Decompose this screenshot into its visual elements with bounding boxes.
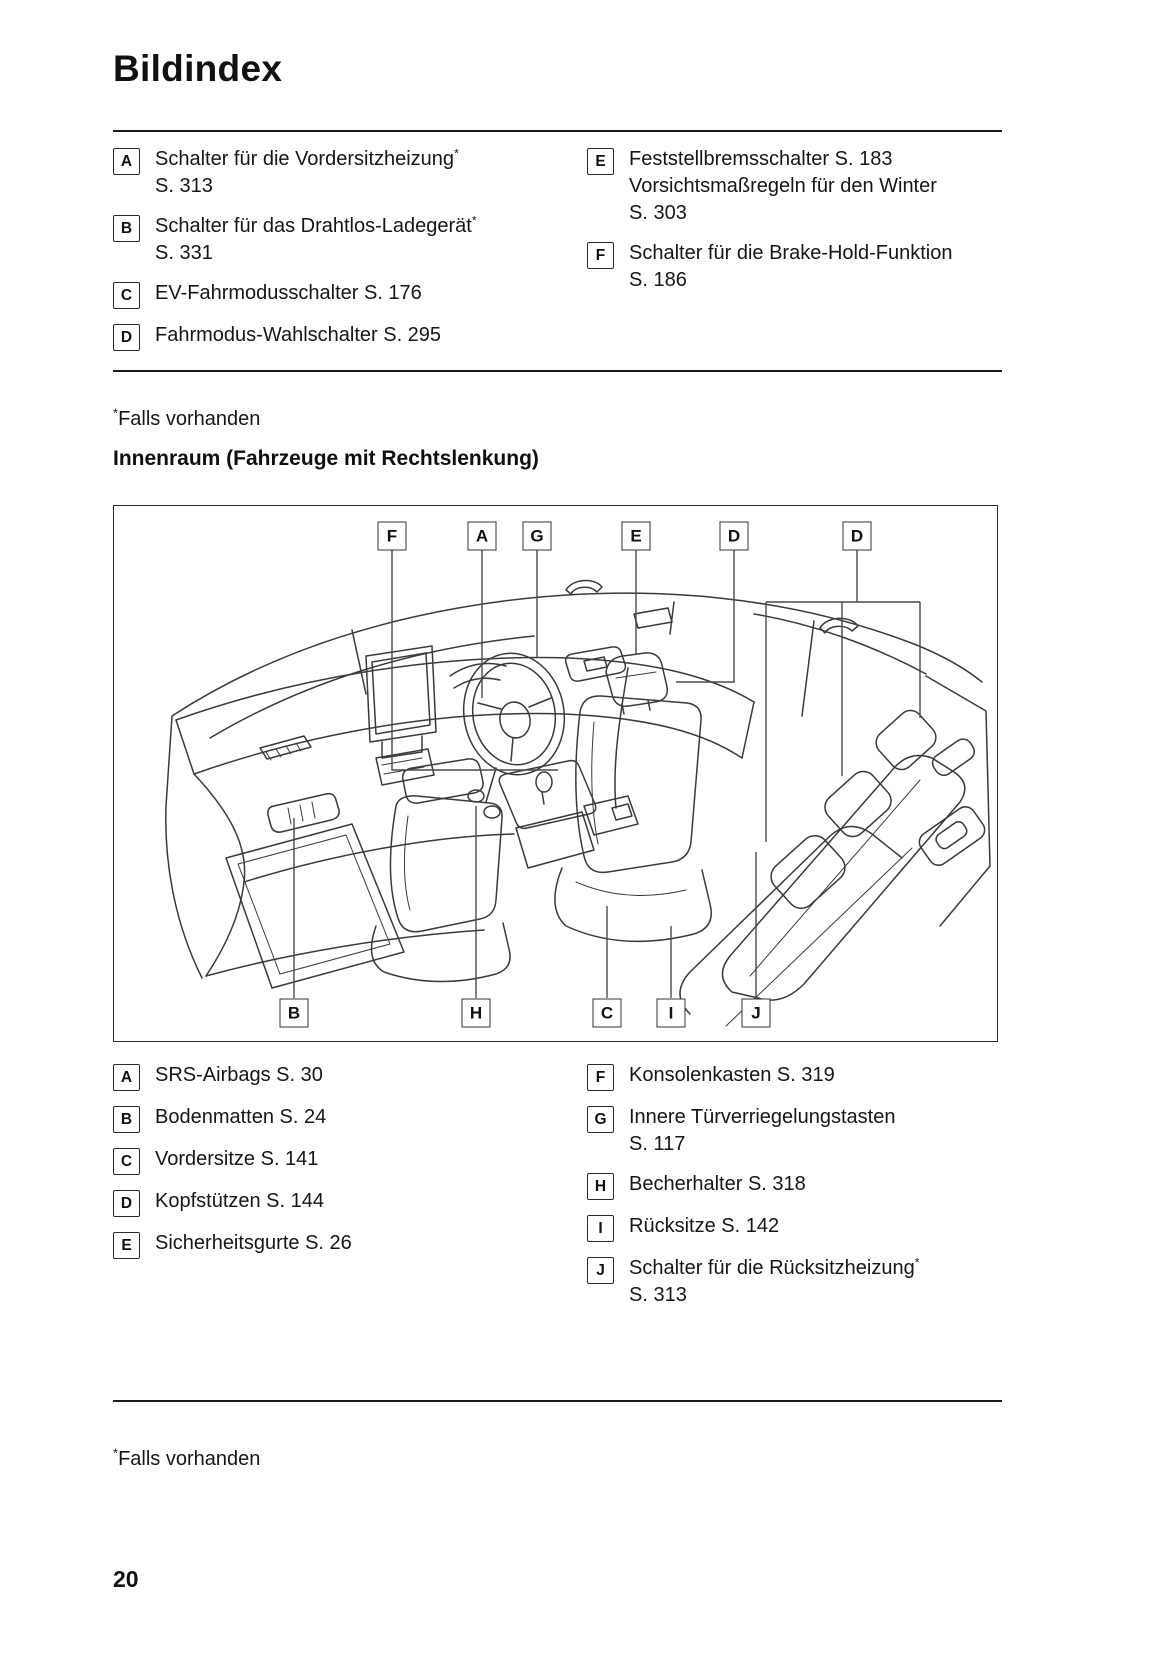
diagram-callout-label-a: A [468, 522, 497, 551]
section-heading: Innenraum (Fahrzeuge mit Rechtslenkung) [113, 447, 539, 470]
legend-item-c [113, 1146, 587, 1175]
diagram-callout-label-j: J [742, 999, 771, 1028]
legend-key-box: H [587, 1173, 614, 1200]
legend-item-f [587, 240, 1002, 294]
legend-entry-text: EV-Fahrmodusschalter S. 176 [155, 282, 422, 304]
top-legend-right-column [587, 146, 1002, 364]
page-title: Bildindex [113, 48, 283, 89]
diagram-callout-label-d: D [843, 522, 872, 551]
legend-key-box: C [113, 1148, 140, 1175]
asterisk: * [113, 405, 119, 421]
driver-door-panel [566, 647, 626, 681]
legend-key-box: F [587, 1064, 614, 1091]
asterisk: * [113, 1445, 119, 1461]
legend-item-b [113, 1104, 587, 1133]
diagram-callout-label-e: E [622, 522, 651, 551]
legend-item-b [113, 213, 587, 267]
legend-item-j [587, 1255, 1002, 1309]
legend-entry-text: Schalter für die Rücksitzheizung* S. 313 [629, 1255, 920, 1306]
rear-door-panel [915, 676, 990, 926]
diagram-callout-label-f: F [378, 522, 407, 551]
legend-entry-text: Fahrmodus-Wahlschalter S. 295 [155, 324, 442, 346]
driver-seat [555, 653, 711, 941]
legend-key-box: E [587, 148, 614, 175]
legend-entry-text: Innere Türverriegelungstasten S. 117 [629, 1106, 896, 1155]
steering-wheel [454, 645, 574, 802]
rear-seats [680, 706, 965, 1026]
legend-item-a [113, 1062, 587, 1091]
legend-key-box: E [113, 1232, 140, 1259]
page-number: 20 [113, 1566, 139, 1592]
callout-line-d2 [766, 550, 920, 842]
diagram-callout-label-h: H [462, 999, 491, 1028]
footnote-top [113, 405, 1002, 431]
seat-belt [615, 668, 628, 808]
legend-item-i [587, 1213, 1002, 1242]
legend-item-d [113, 1188, 587, 1217]
legend-entry-text: Feststellbremsschalter S. 183 Vorsichtsmaßregeln für den Winter S. 303 [629, 148, 937, 224]
bottom-legend-right-column [587, 1062, 1002, 1322]
legend-entry-text: Schalter für die Vordersitzheizung* S. 313 [155, 146, 459, 197]
console-box [584, 796, 638, 835]
legend-key-box: G [587, 1106, 614, 1133]
legend-entry-text: Schalter für das Drahtlos-Ladegerät* S. 331 [155, 213, 477, 264]
legend-entry-text: Konsolenkasten S. 319 [629, 1064, 835, 1086]
legend-entry-text: Rücksitze S. 142 [629, 1215, 780, 1237]
gear-shifter [536, 772, 552, 792]
bottom-legend [113, 1042, 1002, 1322]
legend-entry-text: Bodenmatten S. 24 [155, 1106, 327, 1128]
diagram-callout-label-i: I [657, 999, 686, 1028]
grab-handle [566, 581, 602, 594]
legend-item-e [113, 1230, 587, 1259]
divider-bottom [113, 1400, 1002, 1402]
legend-key-box: I [587, 1215, 614, 1242]
legend-key-box: A [113, 148, 140, 175]
legend-item-f [587, 1062, 1002, 1091]
legend-entry-text: Kopfstützen S. 144 [155, 1190, 325, 1212]
car-interior-illustration [114, 506, 997, 1041]
legend-key-box: D [113, 324, 140, 351]
diagram-callout-label-c: C [593, 999, 622, 1028]
legend-entry-text: Becherhalter S. 318 [629, 1173, 806, 1195]
legend-item-g [587, 1104, 1002, 1158]
footnote-text: Falls vorhanden [118, 1448, 261, 1470]
rearview-mirror [634, 608, 672, 628]
diagram-callout-label-d: D [720, 522, 749, 551]
top-legend-left-column [113, 146, 587, 364]
diagram-callout-label-b: B [280, 999, 309, 1028]
legend-item-a [113, 146, 587, 200]
footnote-bottom [113, 1445, 1002, 1471]
legend-entry-text: Sicherheitsgurte S. 26 [155, 1232, 352, 1254]
legend-item-h [587, 1171, 1002, 1200]
legend-entry-text: Vordersitze S. 141 [155, 1148, 319, 1170]
legend-key-box: F [587, 242, 614, 269]
legend-key-box: D [113, 1190, 140, 1217]
legend-item-e [587, 146, 1002, 227]
legend-item-d [113, 322, 587, 351]
diagram-callout-label-g: G [523, 522, 552, 551]
callout-line-d1 [676, 550, 734, 682]
legend-key-box: J [587, 1257, 614, 1284]
divider-after-top-legend [113, 370, 1002, 372]
legend-key-box: B [113, 1106, 140, 1133]
legend-entry-text: SRS-Airbags S. 30 [155, 1064, 323, 1086]
bottom-legend-left-column [113, 1062, 587, 1322]
legend-key-box: A [113, 1064, 140, 1091]
footnote-text: Falls vorhanden [118, 408, 261, 430]
interior-diagram-frame [113, 505, 998, 1042]
cup-holder [484, 806, 500, 818]
legend-key-box: C [113, 282, 140, 309]
legend-item-c [113, 280, 587, 309]
legend-key-box: B [113, 215, 140, 242]
legend-entry-text: Schalter für die Brake-Hold-Funktion S. 186 [629, 242, 953, 291]
top-legend [113, 132, 1002, 364]
interior-line-art [166, 581, 990, 1026]
